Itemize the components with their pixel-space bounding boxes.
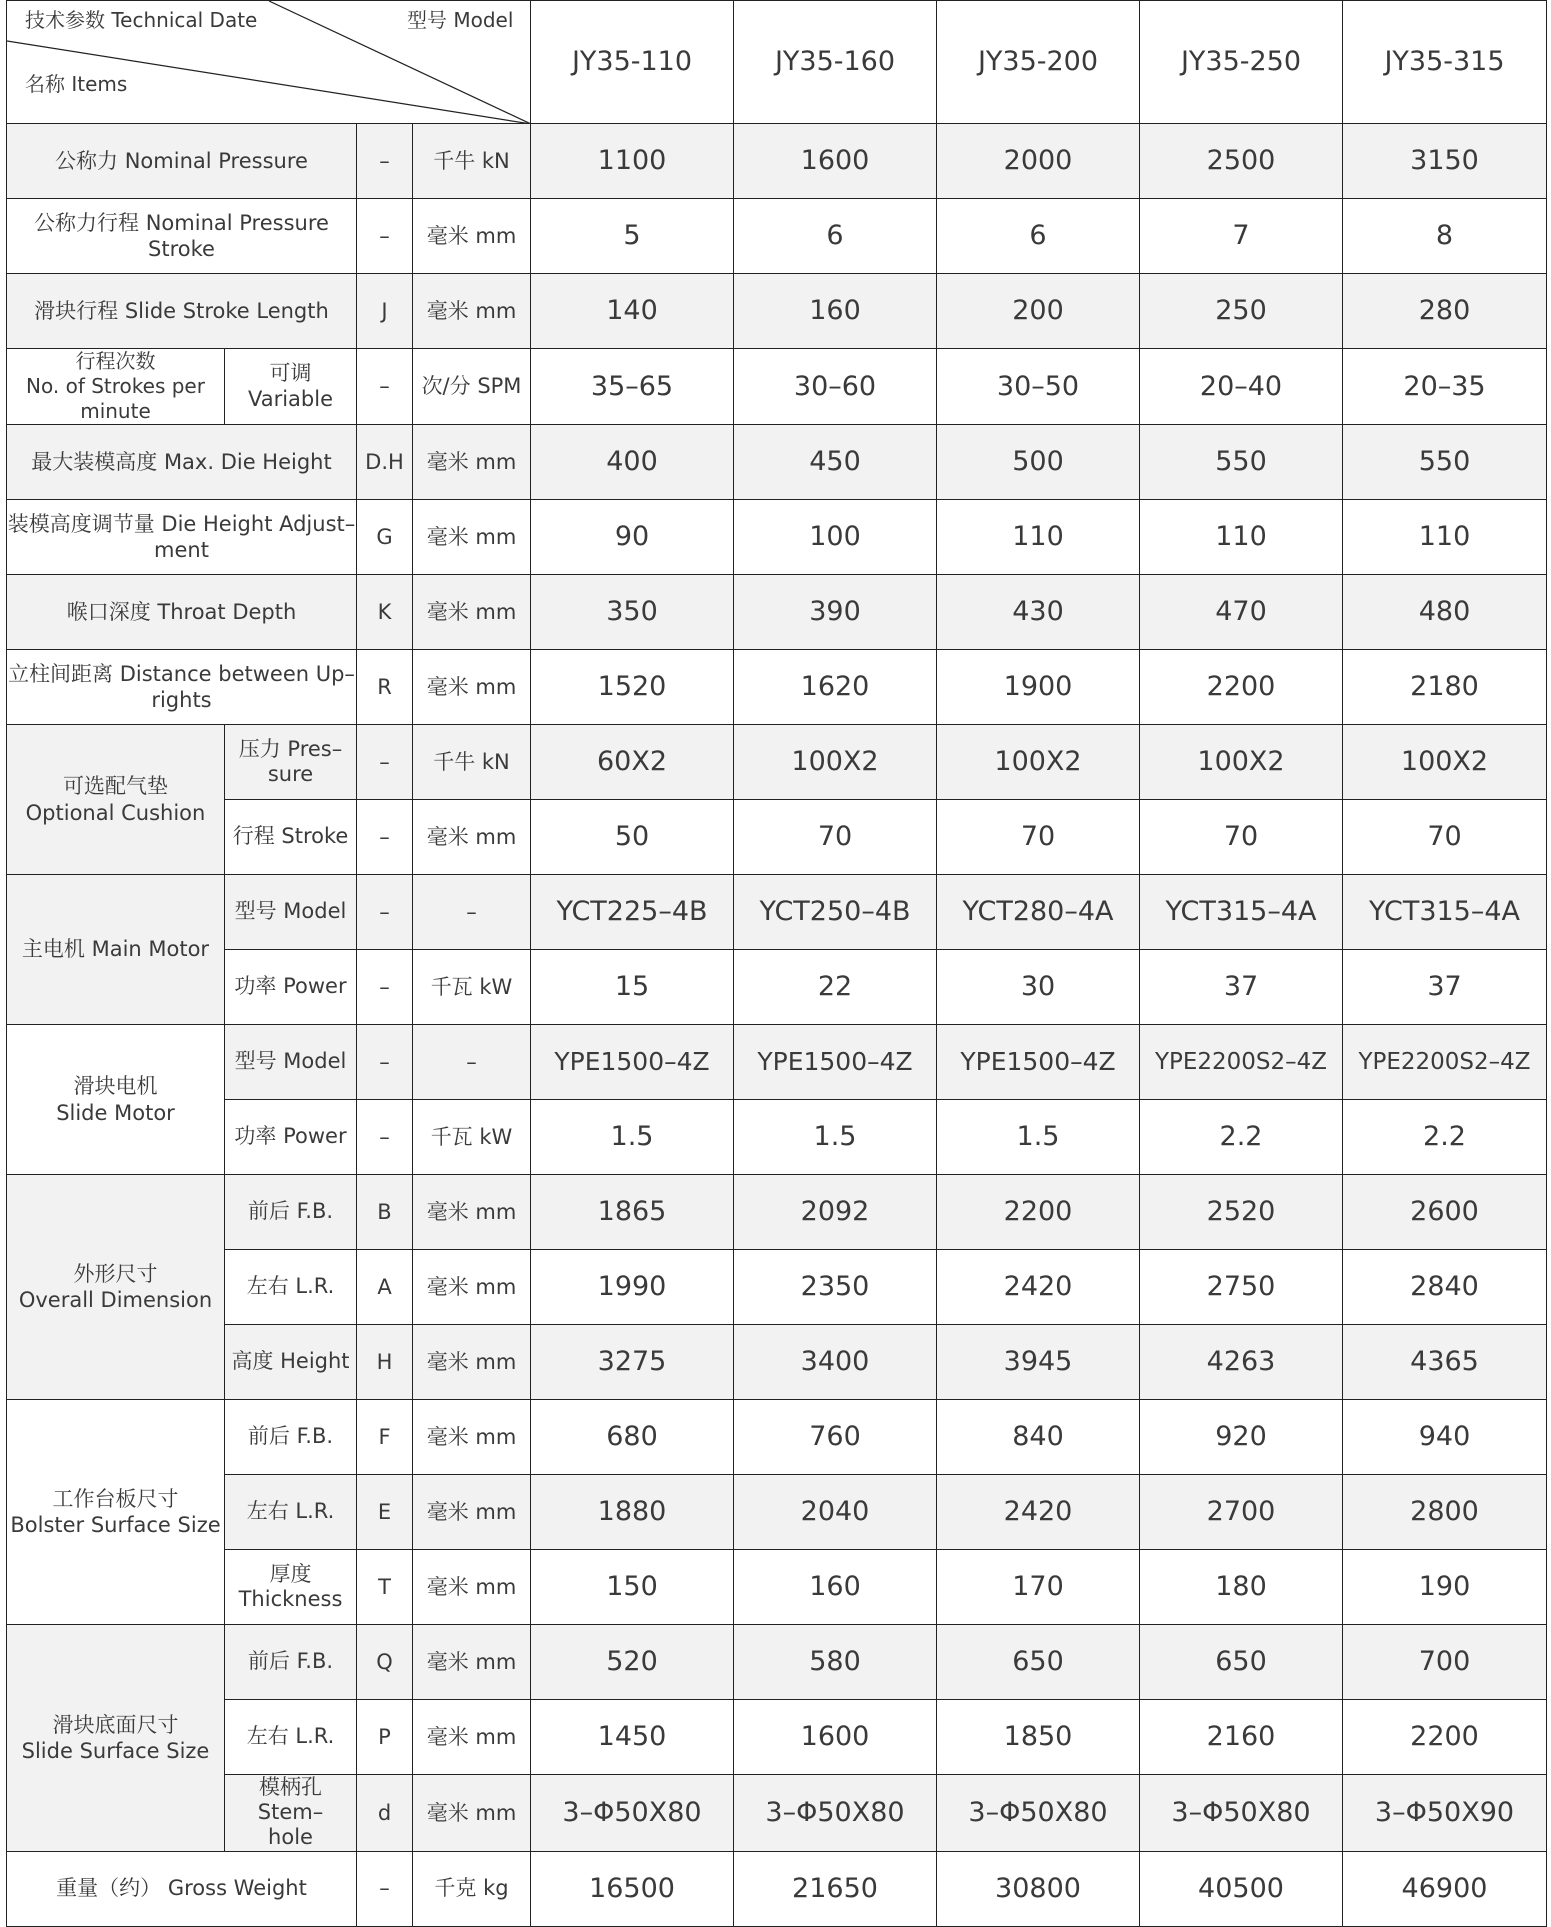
value-cell: 390 bbox=[734, 575, 937, 650]
row-symbol: J bbox=[357, 274, 413, 349]
row-unit: 千瓦 kW bbox=[413, 1100, 531, 1175]
row-symbol: – bbox=[357, 199, 413, 274]
value-cell: 100X2 bbox=[937, 725, 1140, 800]
row-unit: 毫米 mm bbox=[413, 575, 531, 650]
row-sub-label: 前后 F.B. bbox=[225, 1175, 357, 1250]
row-label: 立柱间距离 Distance between Up– rights bbox=[7, 650, 357, 725]
group-label-slide-surface: 滑块底面尺寸 Slide Surface Size bbox=[7, 1625, 225, 1852]
value-cell: YPE1500–4Z bbox=[937, 1025, 1140, 1100]
value-cell: 1.5 bbox=[734, 1100, 937, 1175]
value-cell: 250 bbox=[1140, 274, 1343, 349]
header-model-label: 型号 Model bbox=[407, 8, 514, 32]
value-cell: 2700 bbox=[1140, 1475, 1343, 1550]
row-unit: 毫米 mm bbox=[413, 1175, 531, 1250]
row-unit: 千牛 kN bbox=[413, 725, 531, 800]
value-cell: 50 bbox=[531, 800, 734, 875]
row-symbol: E bbox=[357, 1475, 413, 1550]
value-cell: 110 bbox=[937, 500, 1140, 575]
value-cell: 2.2 bbox=[1343, 1100, 1547, 1175]
row-slide-motor-model bbox=[7, 1025, 1547, 1100]
value-cell: 920 bbox=[1140, 1400, 1343, 1475]
row-sub-label: 左右 L.R. bbox=[225, 1475, 357, 1550]
value-cell: 100X2 bbox=[1140, 725, 1343, 800]
value-cell: 2000 bbox=[937, 124, 1140, 199]
row-unit: 千克 kg bbox=[413, 1851, 531, 1926]
row-unit: 毫米 mm bbox=[413, 274, 531, 349]
value-cell: 940 bbox=[1343, 1400, 1547, 1475]
value-cell: 1900 bbox=[937, 650, 1140, 725]
row-sub-label: 前后 F.B. bbox=[225, 1625, 357, 1700]
header-row bbox=[7, 1, 1547, 124]
value-cell: 500 bbox=[937, 425, 1140, 500]
value-cell: 16500 bbox=[531, 1851, 734, 1926]
row-cushion-pressure bbox=[7, 725, 1547, 800]
row-symbol: A bbox=[357, 1250, 413, 1325]
row-unit: 毫米 mm bbox=[413, 800, 531, 875]
row-unit: 千瓦 kW bbox=[413, 950, 531, 1025]
technical-spec-table bbox=[6, 0, 1547, 1927]
row-unit: 毫米 mm bbox=[413, 1700, 531, 1775]
value-cell: 650 bbox=[1140, 1625, 1343, 1700]
row-unit: 毫米 mm bbox=[413, 1325, 531, 1400]
value-cell: 15 bbox=[531, 950, 734, 1025]
value-cell: 2520 bbox=[1140, 1175, 1343, 1250]
row-symbol: K bbox=[357, 575, 413, 650]
value-cell: 3–Φ50X80 bbox=[1140, 1775, 1343, 1852]
row-label: 装模高度调节量 Die Height Adjust– ment bbox=[7, 500, 357, 575]
row-label: 公称力行程 Nominal Pressure Stroke bbox=[7, 199, 357, 274]
row-sub-label: 压力 Pres– sure bbox=[225, 725, 357, 800]
value-cell: 1600 bbox=[734, 1700, 937, 1775]
row-die-height-adjustment bbox=[7, 500, 1547, 575]
row-overall-height bbox=[7, 1325, 1547, 1400]
value-cell: 2180 bbox=[1343, 650, 1547, 725]
value-cell: 2092 bbox=[734, 1175, 937, 1250]
value-cell: 3–Φ50X90 bbox=[1343, 1775, 1547, 1852]
model-header: JY35-315 bbox=[1343, 1, 1547, 124]
row-overall-fb bbox=[7, 1175, 1547, 1250]
value-cell: 2750 bbox=[1140, 1250, 1343, 1325]
row-symbol: F bbox=[357, 1400, 413, 1475]
row-symbol: – bbox=[357, 800, 413, 875]
row-symbol: P bbox=[357, 1700, 413, 1775]
value-cell: 5 bbox=[531, 199, 734, 274]
value-cell: 22 bbox=[734, 950, 937, 1025]
row-bolster-fb bbox=[7, 1400, 1547, 1475]
row-unit: 毫米 mm bbox=[413, 1475, 531, 1550]
row-unit: 毫米 mm bbox=[413, 1550, 531, 1625]
value-cell: YCT225–4B bbox=[531, 875, 734, 950]
row-nominal-pressure bbox=[7, 124, 1547, 199]
value-cell: 2800 bbox=[1343, 1475, 1547, 1550]
row-symbol: Q bbox=[357, 1625, 413, 1700]
value-cell: 680 bbox=[531, 1400, 734, 1475]
value-cell: 1865 bbox=[531, 1175, 734, 1250]
row-nominal-pressure-stroke bbox=[7, 199, 1547, 274]
row-slide-motor-power bbox=[7, 1100, 1547, 1175]
value-cell: 100 bbox=[734, 500, 937, 575]
value-cell: 1520 bbox=[531, 650, 734, 725]
value-cell: 1.5 bbox=[937, 1100, 1140, 1175]
value-cell: 70 bbox=[1140, 800, 1343, 875]
row-sub-label: 行程 Stroke bbox=[225, 800, 357, 875]
value-cell: 150 bbox=[531, 1550, 734, 1625]
row-sub-label: 功率 Power bbox=[225, 950, 357, 1025]
row-label: 公称力 Nominal Pressure bbox=[7, 124, 357, 199]
row-sub-label: 型号 Model bbox=[225, 875, 357, 950]
row-symbol: – bbox=[357, 875, 413, 950]
value-cell: 2200 bbox=[937, 1175, 1140, 1250]
value-cell: 1100 bbox=[531, 124, 734, 199]
header-technical-date-label: 技术参数 Technical Date bbox=[25, 8, 258, 32]
row-unit: 毫米 mm bbox=[413, 425, 531, 500]
value-cell: 180 bbox=[1140, 1550, 1343, 1625]
group-label-main-motor: 主电机 Main Motor bbox=[7, 875, 225, 1025]
value-cell: 4365 bbox=[1343, 1325, 1547, 1400]
row-sub-label: 左右 L.R. bbox=[225, 1250, 357, 1325]
value-cell: 3150 bbox=[1343, 124, 1547, 199]
row-slide-surface-stem-hole bbox=[7, 1775, 1547, 1852]
header-items-label: 名称 Items bbox=[25, 72, 128, 96]
value-cell: 160 bbox=[734, 274, 937, 349]
row-bolster-thickness bbox=[7, 1550, 1547, 1625]
row-label: 行程次数 No. of Strokes per minute bbox=[7, 349, 225, 425]
value-cell: 110 bbox=[1140, 500, 1343, 575]
value-cell: 70 bbox=[734, 800, 937, 875]
value-cell: 1.5 bbox=[531, 1100, 734, 1175]
row-unit: 毫米 mm bbox=[413, 199, 531, 274]
row-unit: 毫米 mm bbox=[413, 1400, 531, 1475]
row-unit: – bbox=[413, 1025, 531, 1100]
value-cell: 60X2 bbox=[531, 725, 734, 800]
row-overall-lr bbox=[7, 1250, 1547, 1325]
value-cell: YCT250–4B bbox=[734, 875, 937, 950]
row-unit: 毫米 mm bbox=[413, 500, 531, 575]
row-sub-label: 前后 F.B. bbox=[225, 1400, 357, 1475]
value-cell: YPE1500–4Z bbox=[531, 1025, 734, 1100]
row-label: 重量（约） Gross Weight bbox=[7, 1851, 357, 1926]
value-cell: 20–35 bbox=[1343, 349, 1547, 425]
value-cell: 8 bbox=[1343, 199, 1547, 274]
group-label-bolster-surface: 工作台板尺寸 Bolster Surface Size bbox=[7, 1400, 225, 1625]
group-label-optional-cushion: 可选配气垫 Optional Cushion bbox=[7, 725, 225, 875]
value-cell: 30–60 bbox=[734, 349, 937, 425]
row-label: 最大装模高度 Max. Die Height bbox=[7, 425, 357, 500]
value-cell: 35–65 bbox=[531, 349, 734, 425]
value-cell: 650 bbox=[937, 1625, 1140, 1700]
row-symbol: G bbox=[357, 500, 413, 575]
row-unit: 毫米 mm bbox=[413, 1625, 531, 1700]
value-cell: 1620 bbox=[734, 650, 937, 725]
row-slide-stroke bbox=[7, 274, 1547, 349]
row-main-motor-power bbox=[7, 950, 1547, 1025]
value-cell: 2350 bbox=[734, 1250, 937, 1325]
value-cell: 6 bbox=[734, 199, 937, 274]
row-sub-label: 功率 Power bbox=[225, 1100, 357, 1175]
row-cushion-stroke bbox=[7, 800, 1547, 875]
value-cell: 100X2 bbox=[1343, 725, 1547, 800]
model-header: JY35-200 bbox=[937, 1, 1140, 124]
value-cell: 2160 bbox=[1140, 1700, 1343, 1775]
row-label: 滑块行程 Slide Stroke Length bbox=[7, 274, 357, 349]
value-cell: 110 bbox=[1343, 500, 1547, 575]
value-cell: 520 bbox=[531, 1625, 734, 1700]
value-cell: 2200 bbox=[1140, 650, 1343, 725]
row-unit: – bbox=[413, 875, 531, 950]
value-cell: 4263 bbox=[1140, 1325, 1343, 1400]
value-cell: 6 bbox=[937, 199, 1140, 274]
value-cell: YPE1500–4Z bbox=[734, 1025, 937, 1100]
model-header: JY35-250 bbox=[1140, 1, 1343, 124]
value-cell: 3–Φ50X80 bbox=[937, 1775, 1140, 1852]
value-cell: 450 bbox=[734, 425, 937, 500]
row-sub-label: 左右 L.R. bbox=[225, 1700, 357, 1775]
row-symbol: – bbox=[357, 950, 413, 1025]
value-cell: 70 bbox=[937, 800, 1140, 875]
value-cell: 1600 bbox=[734, 124, 937, 199]
value-cell: 1990 bbox=[531, 1250, 734, 1325]
value-cell: 3400 bbox=[734, 1325, 937, 1400]
value-cell: 37 bbox=[1140, 950, 1343, 1025]
row-bolster-lr bbox=[7, 1475, 1547, 1550]
row-unit: 次/分 SPM bbox=[413, 349, 531, 425]
row-symbol: T bbox=[357, 1550, 413, 1625]
value-cell: 100X2 bbox=[734, 725, 937, 800]
value-cell: 190 bbox=[1343, 1550, 1547, 1625]
row-sub-label: 型号 Model bbox=[225, 1025, 357, 1100]
value-cell: 37 bbox=[1343, 950, 1547, 1025]
value-cell: 400 bbox=[531, 425, 734, 500]
value-cell: 580 bbox=[734, 1625, 937, 1700]
row-sub-label: 可调 Variable bbox=[225, 349, 357, 425]
header-corner-cell bbox=[7, 1, 531, 124]
value-cell: 2.2 bbox=[1140, 1100, 1343, 1175]
row-label: 喉口深度 Throat Depth bbox=[7, 575, 357, 650]
value-cell: 140 bbox=[531, 274, 734, 349]
value-cell: 550 bbox=[1140, 425, 1343, 500]
value-cell: YPE2200S2–4Z bbox=[1140, 1025, 1343, 1100]
row-symbol: B bbox=[357, 1175, 413, 1250]
row-symbol: – bbox=[357, 725, 413, 800]
value-cell: 170 bbox=[937, 1550, 1140, 1625]
value-cell: 480 bbox=[1343, 575, 1547, 650]
value-cell: 90 bbox=[531, 500, 734, 575]
row-max-die-height bbox=[7, 425, 1547, 500]
row-unit: 毫米 mm bbox=[413, 650, 531, 725]
row-strokes-per-minute bbox=[7, 349, 1547, 425]
value-cell: 430 bbox=[937, 575, 1140, 650]
value-cell: 3–Φ50X80 bbox=[734, 1775, 937, 1852]
row-sub-label: 厚度 Thickness bbox=[225, 1550, 357, 1625]
value-cell: YCT280–4A bbox=[937, 875, 1140, 950]
row-unit: 毫米 mm bbox=[413, 1250, 531, 1325]
value-cell: 2200 bbox=[1343, 1700, 1547, 1775]
value-cell: 3945 bbox=[937, 1325, 1140, 1400]
model-header: JY35-110 bbox=[531, 1, 734, 124]
value-cell: 760 bbox=[734, 1400, 937, 1475]
value-cell: 1880 bbox=[531, 1475, 734, 1550]
value-cell: 2420 bbox=[937, 1250, 1140, 1325]
value-cell: 2500 bbox=[1140, 124, 1343, 199]
value-cell: 2040 bbox=[734, 1475, 937, 1550]
value-cell: 3275 bbox=[531, 1325, 734, 1400]
row-throat-depth bbox=[7, 575, 1547, 650]
row-main-motor-model bbox=[7, 875, 1547, 950]
row-unit: 千牛 kN bbox=[413, 124, 531, 199]
row-symbol: H bbox=[357, 1325, 413, 1400]
row-gross-weight bbox=[7, 1851, 1547, 1926]
value-cell: YCT315–4A bbox=[1140, 875, 1343, 950]
value-cell: 350 bbox=[531, 575, 734, 650]
value-cell: 2600 bbox=[1343, 1175, 1547, 1250]
row-symbol: R bbox=[357, 650, 413, 725]
row-slide-surface-fb bbox=[7, 1625, 1547, 1700]
value-cell: 470 bbox=[1140, 575, 1343, 650]
value-cell: YPE2200S2–4Z bbox=[1343, 1025, 1547, 1100]
row-symbol: – bbox=[357, 1025, 413, 1100]
group-label-overall-dimension: 外形尺寸 Overall Dimension bbox=[7, 1175, 225, 1400]
row-unit: 毫米 mm bbox=[413, 1775, 531, 1852]
row-sub-label: 高度 Height bbox=[225, 1325, 357, 1400]
value-cell: 30 bbox=[937, 950, 1140, 1025]
row-symbol: d bbox=[357, 1775, 413, 1852]
model-header: JY35-160 bbox=[734, 1, 937, 124]
row-slide-surface-lr bbox=[7, 1700, 1547, 1775]
row-distance-between-uprights bbox=[7, 650, 1547, 725]
value-cell: 200 bbox=[937, 274, 1140, 349]
value-cell: 40500 bbox=[1140, 1851, 1343, 1926]
group-label-slide-motor: 滑块电机 Slide Motor bbox=[7, 1025, 225, 1175]
row-symbol: D.H bbox=[357, 425, 413, 500]
value-cell: 1850 bbox=[937, 1700, 1140, 1775]
value-cell: 46900 bbox=[1343, 1851, 1547, 1926]
value-cell: 7 bbox=[1140, 199, 1343, 274]
value-cell: 21650 bbox=[734, 1851, 937, 1926]
row-symbol: – bbox=[357, 124, 413, 199]
value-cell: 2840 bbox=[1343, 1250, 1547, 1325]
value-cell: 20–40 bbox=[1140, 349, 1343, 425]
value-cell: 30–50 bbox=[937, 349, 1140, 425]
row-symbol: – bbox=[357, 1851, 413, 1926]
value-cell: YCT315–4A bbox=[1343, 875, 1547, 950]
value-cell: 550 bbox=[1343, 425, 1547, 500]
value-cell: 3–Φ50X80 bbox=[531, 1775, 734, 1852]
value-cell: 30800 bbox=[937, 1851, 1140, 1926]
value-cell: 1450 bbox=[531, 1700, 734, 1775]
value-cell: 280 bbox=[1343, 274, 1547, 349]
row-symbol: – bbox=[357, 1100, 413, 1175]
spec-sheet bbox=[6, 0, 1546, 1920]
value-cell: 160 bbox=[734, 1550, 937, 1625]
value-cell: 840 bbox=[937, 1400, 1140, 1475]
value-cell: 700 bbox=[1343, 1625, 1547, 1700]
value-cell: 2420 bbox=[937, 1475, 1140, 1550]
value-cell: 70 bbox=[1343, 800, 1547, 875]
row-sub-label: 模柄孔 Stem– hole bbox=[225, 1775, 357, 1852]
row-symbol: – bbox=[357, 349, 413, 425]
